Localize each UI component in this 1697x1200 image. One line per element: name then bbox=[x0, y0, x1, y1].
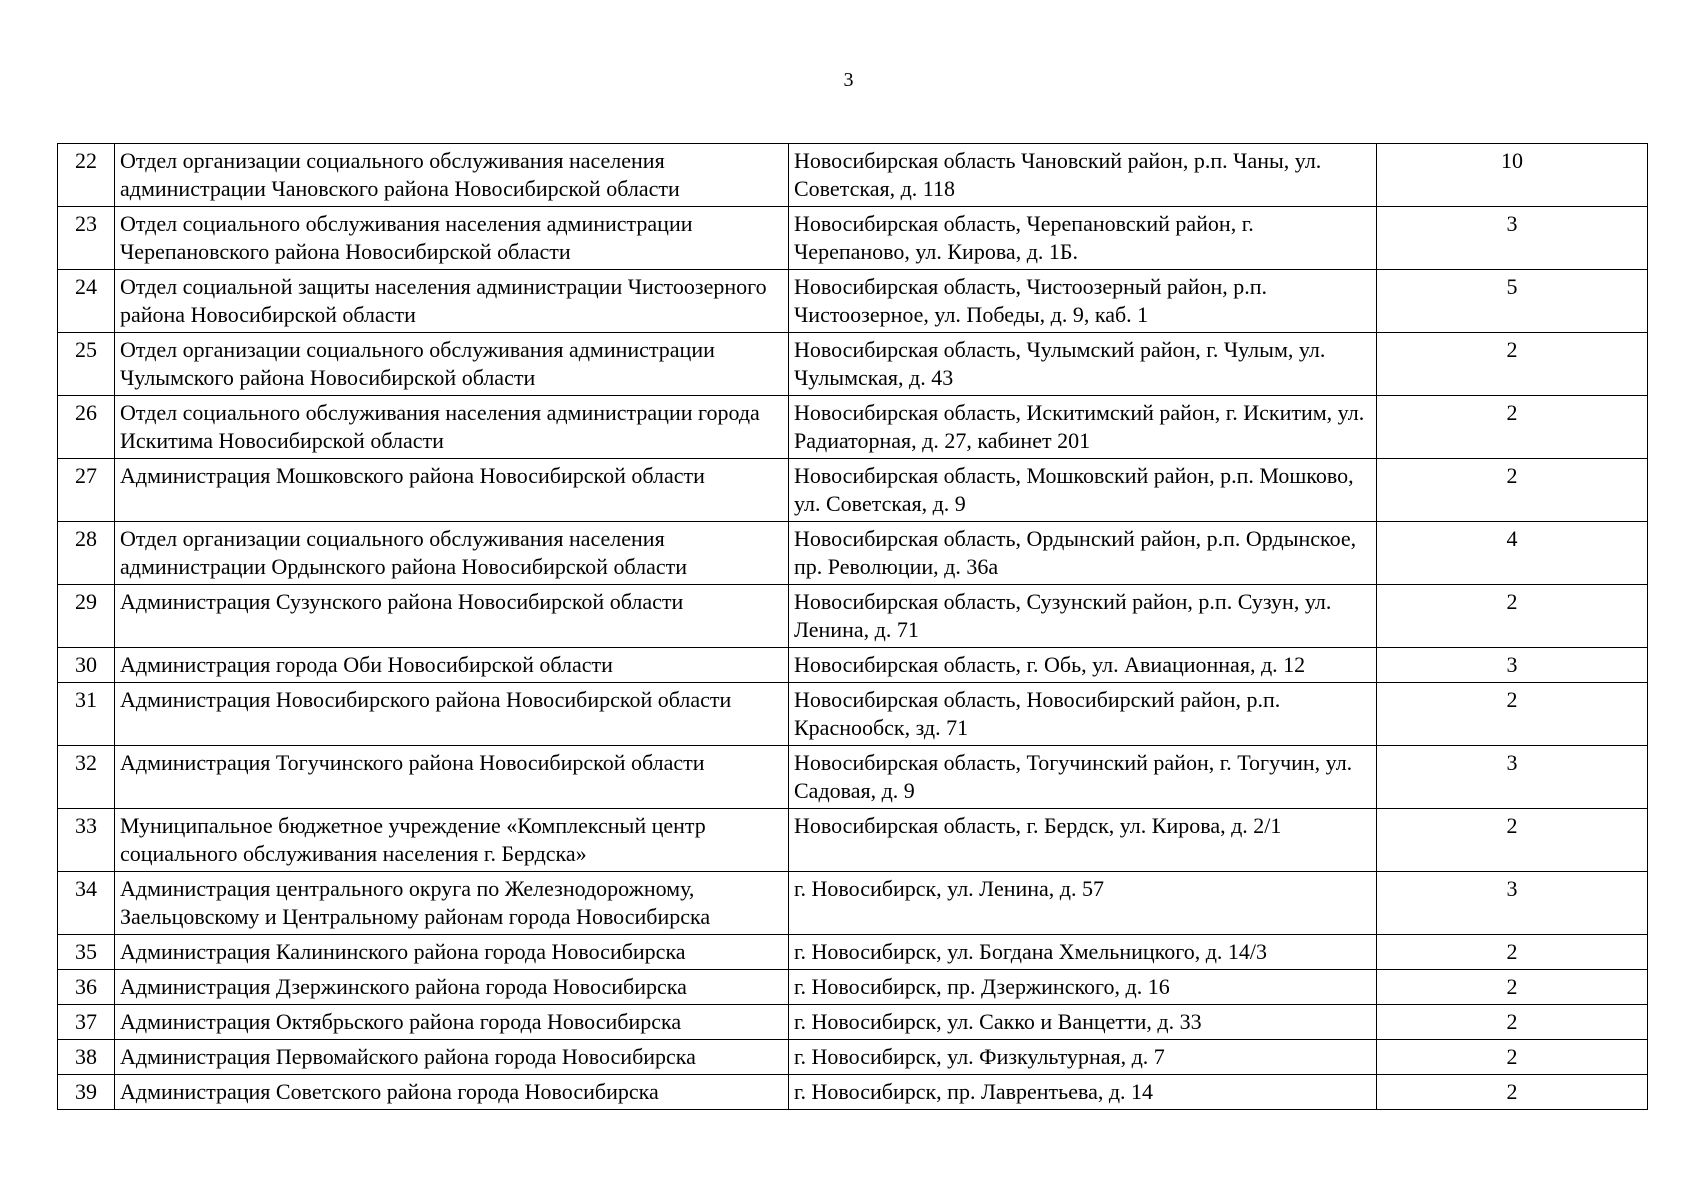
organization-name: Отдел социального обслуживания населения администрации города Искитима Новосибирской области bbox=[115, 396, 789, 459]
organization-name: Администрация Калининского района города Новосибирска bbox=[115, 935, 789, 970]
table-row bbox=[58, 970, 1648, 1005]
table-row bbox=[58, 683, 1648, 746]
row-number: 32 bbox=[58, 746, 115, 809]
count-value: 2 bbox=[1377, 585, 1648, 648]
row-number: 27 bbox=[58, 459, 115, 522]
count-value: 2 bbox=[1377, 1005, 1648, 1040]
organization-address: г. Новосибирск, ул. Богдана Хмельницкого, д. 14/3 bbox=[789, 935, 1377, 970]
table-row bbox=[58, 459, 1648, 522]
row-number: 30 bbox=[58, 648, 115, 683]
organization-name: Отдел социального обслуживания населения администрации Черепановского района Новосибирской области bbox=[115, 207, 789, 270]
organization-name: Администрация Новосибирского района Новосибирской области bbox=[115, 683, 789, 746]
row-number: 29 bbox=[58, 585, 115, 648]
row-number: 24 bbox=[58, 270, 115, 333]
table-body bbox=[58, 144, 1648, 1110]
organization-name: Отдел организации социального обслуживания администрации Чулымского района Новосибирской области bbox=[115, 333, 789, 396]
table-row bbox=[58, 144, 1648, 207]
table-row bbox=[58, 333, 1648, 396]
organization-name: Отдел социальной защиты населения администрации Чистоозерного района Новосибирской области bbox=[115, 270, 789, 333]
organization-address: Новосибирская область, Искитимский район, г. Искитим, ул. Радиаторная, д. 27, кабинет 201 bbox=[789, 396, 1377, 459]
row-number: 35 bbox=[58, 935, 115, 970]
row-number: 25 bbox=[58, 333, 115, 396]
count-value: 10 bbox=[1377, 144, 1648, 207]
organization-address: г. Новосибирск, пр. Дзержинского, д. 16 bbox=[789, 970, 1377, 1005]
table-row bbox=[58, 1040, 1648, 1075]
organization-address: г. Новосибирск, ул. Ленина, д. 57 bbox=[789, 872, 1377, 935]
row-number: 38 bbox=[58, 1040, 115, 1075]
row-number: 36 bbox=[58, 970, 115, 1005]
organization-address: Новосибирская область Чановский район, р.п. Чаны, ул. Советская, д. 118 bbox=[789, 144, 1377, 207]
count-value: 3 bbox=[1377, 746, 1648, 809]
organization-name: Администрация Советского района города Новосибирска bbox=[115, 1075, 789, 1110]
organization-address: г. Новосибирск, ул. Сакко и Ванцетти, д. 33 bbox=[789, 1005, 1377, 1040]
organization-address: Новосибирская область, Сузунский район, р.п. Сузун, ул. Ленина, д. 71 bbox=[789, 585, 1377, 648]
count-value: 2 bbox=[1377, 683, 1648, 746]
table-row bbox=[58, 648, 1648, 683]
count-value: 3 bbox=[1377, 207, 1648, 270]
organization-name: Муниципальное бюджетное учреждение «Комплексный центр социального обслуживания населения г. Бердска» bbox=[115, 809, 789, 872]
organization-name: Отдел организации социального обслуживания населения администрации Ордынского района Новосибирской области bbox=[115, 522, 789, 585]
organization-address: Новосибирская область, Черепановский район, г. Черепаново, ул. Кирова, д. 1Б. bbox=[789, 207, 1377, 270]
organization-address: Новосибирская область, Чистоозерный район, р.п. Чистоозерное, ул. Победы, д. 9, каб. 1 bbox=[789, 270, 1377, 333]
organization-address: Новосибирская область, Мошковский район, р.п. Мошково, ул. Советская, д. 9 bbox=[789, 459, 1377, 522]
count-value: 5 bbox=[1377, 270, 1648, 333]
organization-name: Отдел организации социального обслуживания населения администрации Чановского района Новосибирской области bbox=[115, 144, 789, 207]
table-row bbox=[58, 207, 1648, 270]
count-value: 2 bbox=[1377, 1075, 1648, 1110]
organization-name: Администрация центрального округа по Железнодорожному, Заельцовскому и Центральному районам города Новосибирска bbox=[115, 872, 789, 935]
organization-name: Администрация Тогучинского района Новосибирской области bbox=[115, 746, 789, 809]
organization-address: Новосибирская область, Тогучинский район, г. Тогучин, ул. Садовая, д. 9 bbox=[789, 746, 1377, 809]
row-number: 22 bbox=[58, 144, 115, 207]
count-value: 3 bbox=[1377, 648, 1648, 683]
organization-name: Администрация Сузунского района Новосибирской области bbox=[115, 585, 789, 648]
table-row bbox=[58, 809, 1648, 872]
table-row bbox=[58, 1005, 1648, 1040]
count-value: 2 bbox=[1377, 935, 1648, 970]
organization-address: Новосибирская область, г. Бердск, ул. Кирова, д. 2/1 bbox=[789, 809, 1377, 872]
count-value: 2 bbox=[1377, 970, 1648, 1005]
row-number: 37 bbox=[58, 1005, 115, 1040]
table-row bbox=[58, 522, 1648, 585]
table-row bbox=[58, 396, 1648, 459]
organization-name: Администрация Первомайского района города Новосибирска bbox=[115, 1040, 789, 1075]
organization-name: Администрация Дзержинского района города Новосибирска bbox=[115, 970, 789, 1005]
organization-address: Новосибирская область, Чулымский район, г. Чулым, ул. Чулымская, д. 43 bbox=[789, 333, 1377, 396]
count-value: 2 bbox=[1377, 396, 1648, 459]
count-value: 2 bbox=[1377, 809, 1648, 872]
table-row bbox=[58, 746, 1648, 809]
organization-address: г. Новосибирск, пр. Лаврентьева, д. 14 bbox=[789, 1075, 1377, 1110]
organization-name: Администрация Мошковского района Новосибирской области bbox=[115, 459, 789, 522]
organization-address: Новосибирская область, г. Обь, ул. Авиационная, д. 12 bbox=[789, 648, 1377, 683]
count-value: 2 bbox=[1377, 1040, 1648, 1075]
count-value: 2 bbox=[1377, 459, 1648, 522]
table-row bbox=[58, 872, 1648, 935]
row-number: 31 bbox=[58, 683, 115, 746]
count-value: 4 bbox=[1377, 522, 1648, 585]
organization-address: Новосибирская область, Новосибирский район, р.п. Краснообск, зд. 71 bbox=[789, 683, 1377, 746]
table-row bbox=[58, 935, 1648, 970]
organization-address: Новосибирская область, Ордынский район, р.п. Ордынское, пр. Революции, д. 36а bbox=[789, 522, 1377, 585]
table-row bbox=[58, 270, 1648, 333]
count-value: 3 bbox=[1377, 872, 1648, 935]
organization-address: г. Новосибирск, ул. Физкультурная, д. 7 bbox=[789, 1040, 1377, 1075]
row-number: 34 bbox=[58, 872, 115, 935]
row-number: 23 bbox=[58, 207, 115, 270]
table-row bbox=[58, 585, 1648, 648]
page-number: 3 bbox=[843, 69, 854, 91]
row-number: 33 bbox=[58, 809, 115, 872]
table-row bbox=[58, 1075, 1648, 1110]
organization-name: Администрация Октябрьского района города Новосибирска bbox=[115, 1005, 789, 1040]
organization-name: Администрация города Оби Новосибирской области bbox=[115, 648, 789, 683]
row-number: 26 bbox=[58, 396, 115, 459]
organizations-table bbox=[57, 143, 1648, 1110]
row-number: 28 bbox=[58, 522, 115, 585]
row-number: 39 bbox=[58, 1075, 115, 1110]
count-value: 2 bbox=[1377, 333, 1648, 396]
